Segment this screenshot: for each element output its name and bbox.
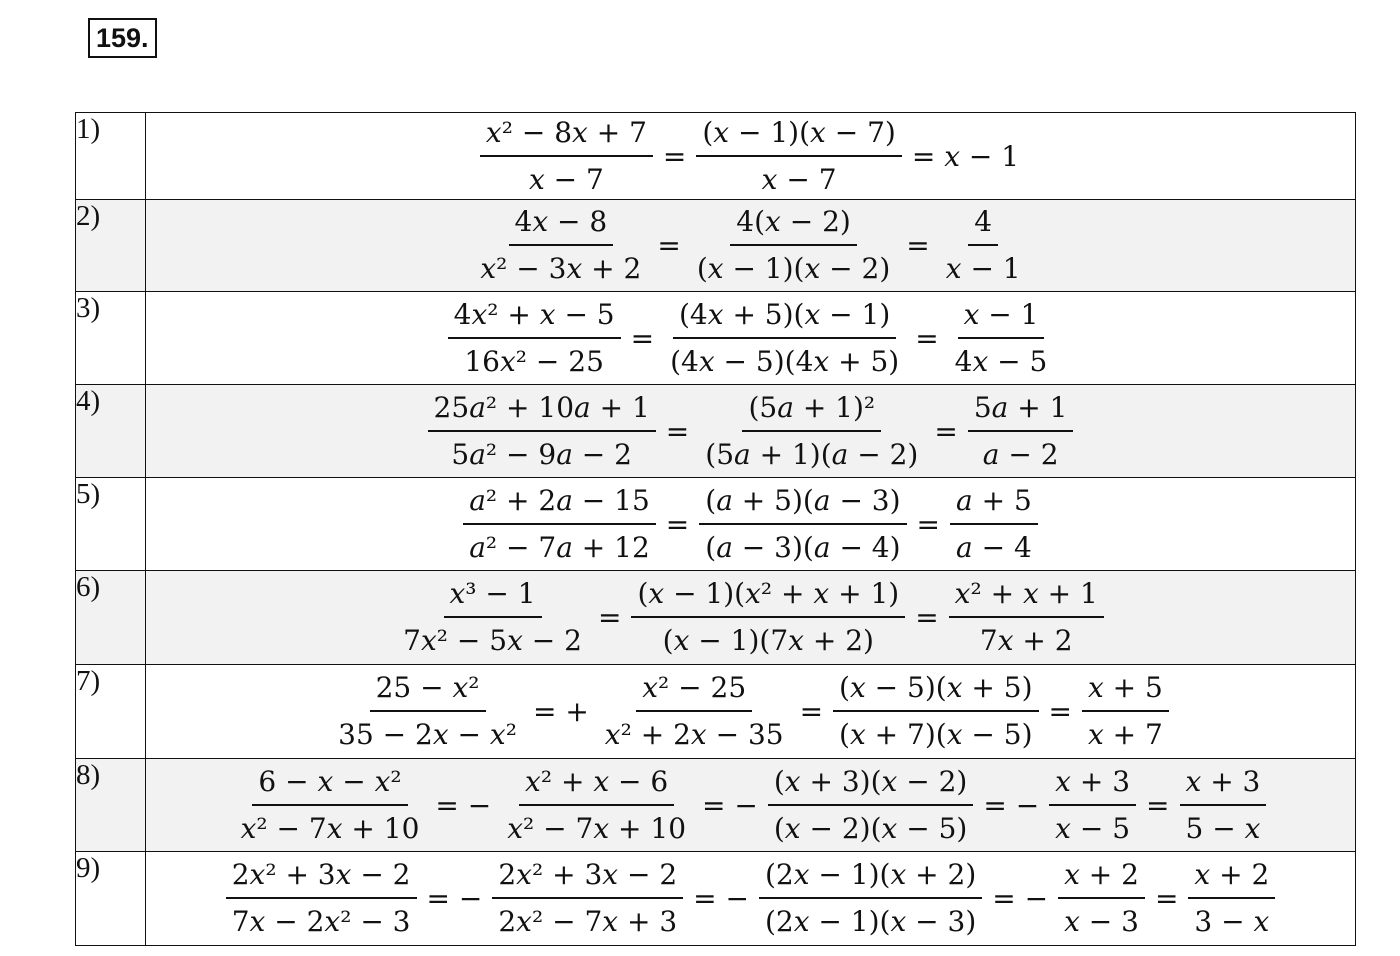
row-label: 7)	[76, 665, 146, 759]
numerator: (x + 3)(x − 2)	[768, 763, 973, 806]
equation-cell	[146, 852, 1356, 946]
problem-number: 159.	[88, 18, 157, 58]
denominator: x − 1	[945, 252, 1021, 285]
numerator: x + 2	[1188, 856, 1275, 899]
numerator: x³ − 1	[444, 575, 542, 618]
operator: = −	[426, 882, 483, 915]
equation	[476, 114, 1025, 199]
denominator: (a − 3)(a − 4)	[705, 530, 901, 564]
equation-row	[76, 759, 1356, 852]
numerator: a² + 2a − 15	[463, 482, 656, 525]
fraction	[501, 763, 692, 848]
numerator: x² − 8x + 7	[480, 114, 653, 157]
fraction	[949, 296, 1054, 381]
denominator: 5 − x	[1185, 811, 1261, 845]
numerator: x² − 25	[636, 669, 752, 712]
numerator: x² + x − 6	[519, 763, 674, 806]
fraction	[480, 114, 653, 199]
fraction	[950, 482, 1038, 567]
equation-row	[76, 200, 1356, 292]
denominator: (4x − 5)(4x + 5)	[670, 344, 900, 378]
numerator: 2x² + 3x − 2	[492, 856, 683, 899]
numerator: (a + 5)(a − 3)	[699, 482, 906, 525]
equation	[424, 389, 1078, 474]
equation-row	[76, 571, 1356, 665]
numerator: 25 − x²	[370, 669, 486, 712]
fraction	[664, 296, 905, 381]
denominator: (5a + 1)(a − 2)	[705, 437, 919, 471]
fraction	[833, 669, 1038, 754]
fraction	[1180, 763, 1267, 848]
operator: = −	[435, 788, 492, 822]
operator: =	[1154, 882, 1179, 915]
numerator: x + 3	[1049, 763, 1136, 806]
equation-cell	[146, 665, 1356, 759]
fraction	[968, 389, 1074, 474]
fraction	[397, 575, 588, 660]
fraction	[235, 763, 426, 848]
equation	[222, 856, 1280, 941]
fraction	[699, 482, 906, 567]
fraction	[940, 203, 1027, 288]
denominator: x² − 7x + 10	[240, 811, 420, 845]
operator: =	[799, 695, 824, 728]
numerator: 5a + 1	[968, 389, 1074, 432]
numerator: (x − 1)(x² + x + 1)	[631, 575, 905, 618]
equation	[470, 203, 1030, 288]
numerator: (2x − 1)(x + 2)	[759, 856, 982, 899]
fraction	[428, 389, 656, 474]
numerator: a + 5	[950, 482, 1038, 525]
operator: =	[630, 321, 655, 355]
operator: = +	[532, 695, 589, 728]
equation	[328, 669, 1173, 754]
numerator: 2x² + 3x − 2	[226, 856, 417, 899]
row-label: 3)	[76, 292, 146, 385]
denominator: 7x² − 5x − 2	[403, 624, 582, 657]
equation-row	[76, 478, 1356, 571]
equation-cell	[146, 571, 1356, 665]
denominator: (x − 1)(x − 2)	[696, 252, 891, 285]
operator: =	[934, 414, 958, 448]
row-label: 6)	[76, 571, 146, 665]
equation-cell	[146, 385, 1356, 478]
fraction	[699, 389, 924, 474]
operator: =	[915, 601, 939, 634]
equation-cell	[146, 113, 1356, 200]
denominator: (x − 2)(x − 5)	[773, 811, 968, 845]
equation-row	[76, 385, 1356, 478]
fraction	[631, 575, 905, 660]
operator: = −	[992, 882, 1049, 915]
numerator: (x − 1)(x − 7)	[696, 114, 901, 157]
denominator: x − 3	[1064, 905, 1139, 938]
equation-cell	[146, 292, 1356, 385]
fraction	[768, 763, 973, 848]
row-label: 2)	[76, 200, 146, 292]
operator: = −	[702, 788, 758, 822]
denominator: x + 7	[1087, 718, 1163, 751]
operator: =	[657, 229, 681, 262]
denominator: 7x + 2	[979, 624, 1073, 657]
denominator: x − 5	[1055, 811, 1131, 845]
numerator: x − 1	[958, 296, 1045, 339]
denominator: 7x − 2x² − 3	[231, 905, 411, 938]
fraction	[599, 669, 790, 754]
denominator: a − 4	[956, 530, 1032, 564]
operator: =	[665, 414, 690, 448]
equation	[393, 575, 1108, 660]
numerator: 4x − 8	[509, 203, 614, 246]
numerator: 25a² + 10a + 1	[428, 389, 656, 432]
row-label: 8)	[76, 759, 146, 852]
equation-row	[76, 292, 1356, 385]
denominator: x² − 7x + 10	[507, 811, 687, 845]
numerator: (5a + 1)²	[742, 389, 881, 432]
fraction	[492, 856, 683, 941]
numerator: 4	[968, 203, 998, 246]
numerator: (x − 5)(x + 5)	[833, 669, 1038, 712]
numerator: 4(x − 2)	[730, 203, 857, 246]
denominator: (x − 1)(7x + 2)	[662, 624, 874, 657]
operator: = −	[693, 882, 749, 915]
solutions-table	[75, 112, 1356, 946]
fraction	[1058, 856, 1145, 941]
denominator: (2x − 1)(x − 3)	[764, 905, 977, 938]
operator: = −	[983, 788, 1040, 822]
fraction	[332, 669, 523, 754]
denominator: 16x² − 25	[464, 344, 604, 378]
operator: =	[662, 139, 687, 173]
equation	[231, 763, 1271, 848]
numerator: x + 3	[1180, 763, 1267, 806]
equation	[459, 482, 1042, 567]
denominator: a − 2	[982, 437, 1059, 471]
numerator: x + 5	[1082, 669, 1169, 712]
numerator: x + 2	[1058, 856, 1145, 899]
row-label: 1)	[76, 113, 146, 200]
row-label: 9)	[76, 852, 146, 946]
equation-row	[76, 665, 1356, 759]
operator: = x − 1	[911, 139, 1020, 173]
denominator: 3 − x	[1194, 905, 1270, 938]
fraction	[696, 114, 901, 199]
numerator: 4x² + x − 5	[448, 296, 621, 339]
fraction	[226, 856, 417, 941]
row-label: 5)	[76, 478, 146, 571]
denominator: x − 7	[761, 162, 837, 196]
operator: =	[1146, 788, 1170, 822]
operator: =	[597, 601, 622, 634]
denominator: x² − 3x + 2	[480, 252, 642, 285]
denominator: a² − 7a + 12	[469, 530, 650, 564]
operator: =	[665, 507, 690, 541]
solutions-body	[76, 113, 1356, 946]
denominator: 35 − 2x − x²	[338, 718, 517, 751]
denominator: 5a² − 9a − 2	[451, 437, 632, 471]
operator: =	[1048, 695, 1072, 728]
denominator: x − 7	[528, 162, 604, 196]
denominator: x² + 2x − 35	[604, 718, 784, 751]
equation-row	[76, 113, 1356, 200]
fraction	[759, 856, 982, 941]
operator: =	[915, 321, 939, 355]
fraction	[448, 296, 621, 381]
denominator: 4x − 5	[954, 344, 1048, 378]
numerator: x² + x + 1	[949, 575, 1104, 618]
row-label: 4)	[76, 385, 146, 478]
fraction	[1082, 669, 1169, 754]
fraction	[1049, 763, 1136, 848]
equation	[444, 296, 1058, 381]
equation-cell	[146, 200, 1356, 292]
operator: =	[916, 507, 941, 541]
denominator: (x + 7)(x − 5)	[839, 718, 1033, 751]
numerator: 6 − x − x²	[252, 763, 407, 806]
fraction	[474, 203, 647, 288]
equation-cell	[146, 478, 1356, 571]
equation-cell	[146, 759, 1356, 852]
operator: =	[906, 229, 930, 262]
fraction	[1188, 856, 1275, 941]
fraction	[691, 203, 896, 288]
fraction	[949, 575, 1104, 660]
denominator: 2x² − 7x + 3	[498, 905, 678, 938]
equation-row	[76, 852, 1356, 946]
fraction	[463, 482, 656, 567]
numerator: (4x + 5)(x − 1)	[673, 296, 896, 339]
